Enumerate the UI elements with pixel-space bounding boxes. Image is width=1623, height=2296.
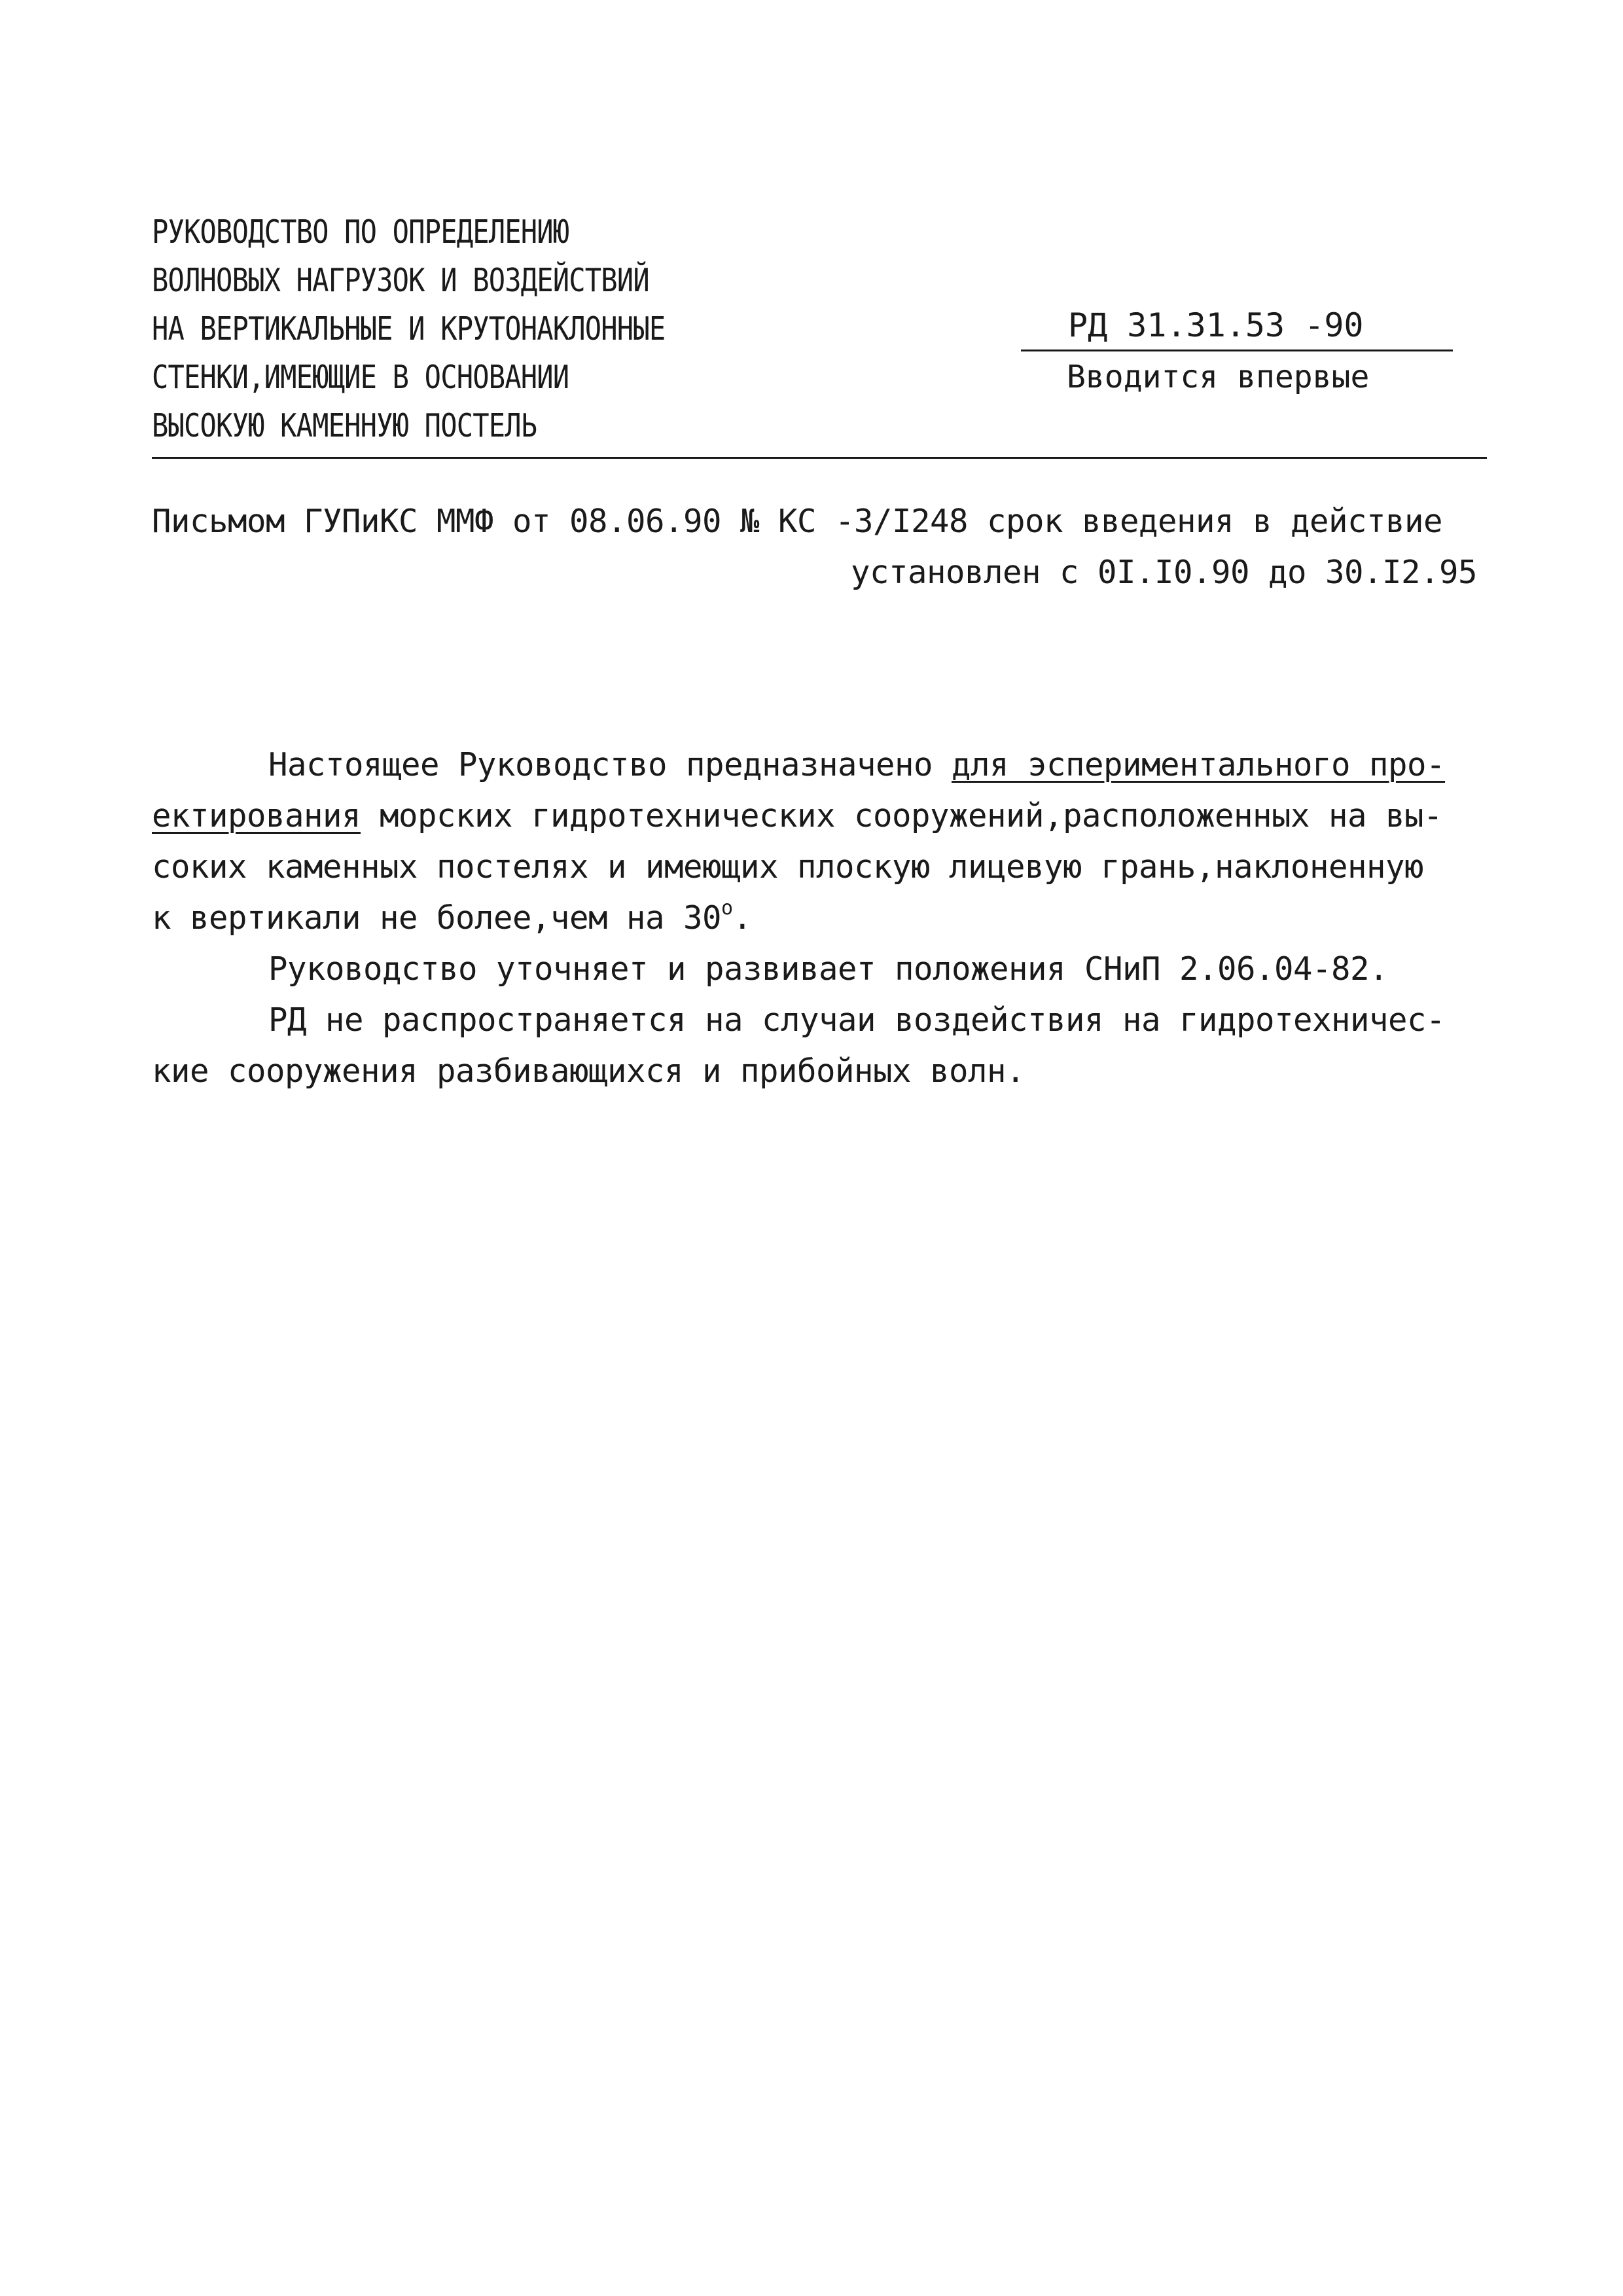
paragraph-1-line <box>152 791 1500 842</box>
text-span: Настоящее Руководство предназначено <box>268 746 952 783</box>
document-status: Вводится впервые <box>1067 359 1370 395</box>
document-title <box>152 208 846 450</box>
title-line: НА ВЕРТИКАЛЬНЫЕ И КРУТОНАКЛОННЫЕ <box>152 310 666 348</box>
text-span: к вертикали не более,чем на 30 <box>152 899 722 937</box>
paragraph-3-line: кие сооружения разбивающихся и прибойных волн. <box>152 1052 1026 1090</box>
text-span: морских гидротехнических сооружений,расположенных на вы- <box>361 797 1443 834</box>
degree-superscript: о <box>721 897 733 920</box>
approval-letter-line-2: установлен с 0I.I0.90 до 30.I2.95 <box>851 554 1478 591</box>
title-line: РУКОВОДСТВО ПО ОПРЕДЕЛЕНИЮ <box>152 213 569 251</box>
underlined-text: ектирования <box>152 797 361 834</box>
header-divider <box>152 457 1487 459</box>
document-code: РД 31.31.53 -90 <box>1021 302 1453 351</box>
title-line: ВОЛНОВЫХ НАГРУЗОК И ВОЗДЕЙСТВИЙ <box>152 262 649 299</box>
underlined-text: для эспериментального про- <box>952 746 1446 783</box>
paragraph-1-line <box>152 893 1500 944</box>
title-line: ВЫСОКУЮ КАМЕННУЮ ПОСТЕЛЬ <box>152 407 537 444</box>
paragraph-1-line: соких каменных постелях и имеющих плоскую лицевую грань,наклоненную <box>152 848 1424 886</box>
paragraph-1-line <box>152 740 1500 791</box>
title-line: СТЕНКИ,ИМЕЮЩИЕ В ОСНОВАНИИ <box>152 359 569 396</box>
paragraph-3-line: РД не распространяется на случаи воздействия на гидротехничес- <box>268 1001 1446 1039</box>
approval-letter-line-1: Письмом ГУПиКС ММФ от 08.06.90 № КС -3/I248 срок введения в действие <box>152 503 1443 540</box>
paragraph-2: Руководство уточняет и развивает положения СНиП 2.06.04-82. <box>268 950 1389 988</box>
document-body <box>152 740 1500 1097</box>
text-span: . <box>732 899 752 937</box>
document-code-block <box>1021 302 1453 400</box>
